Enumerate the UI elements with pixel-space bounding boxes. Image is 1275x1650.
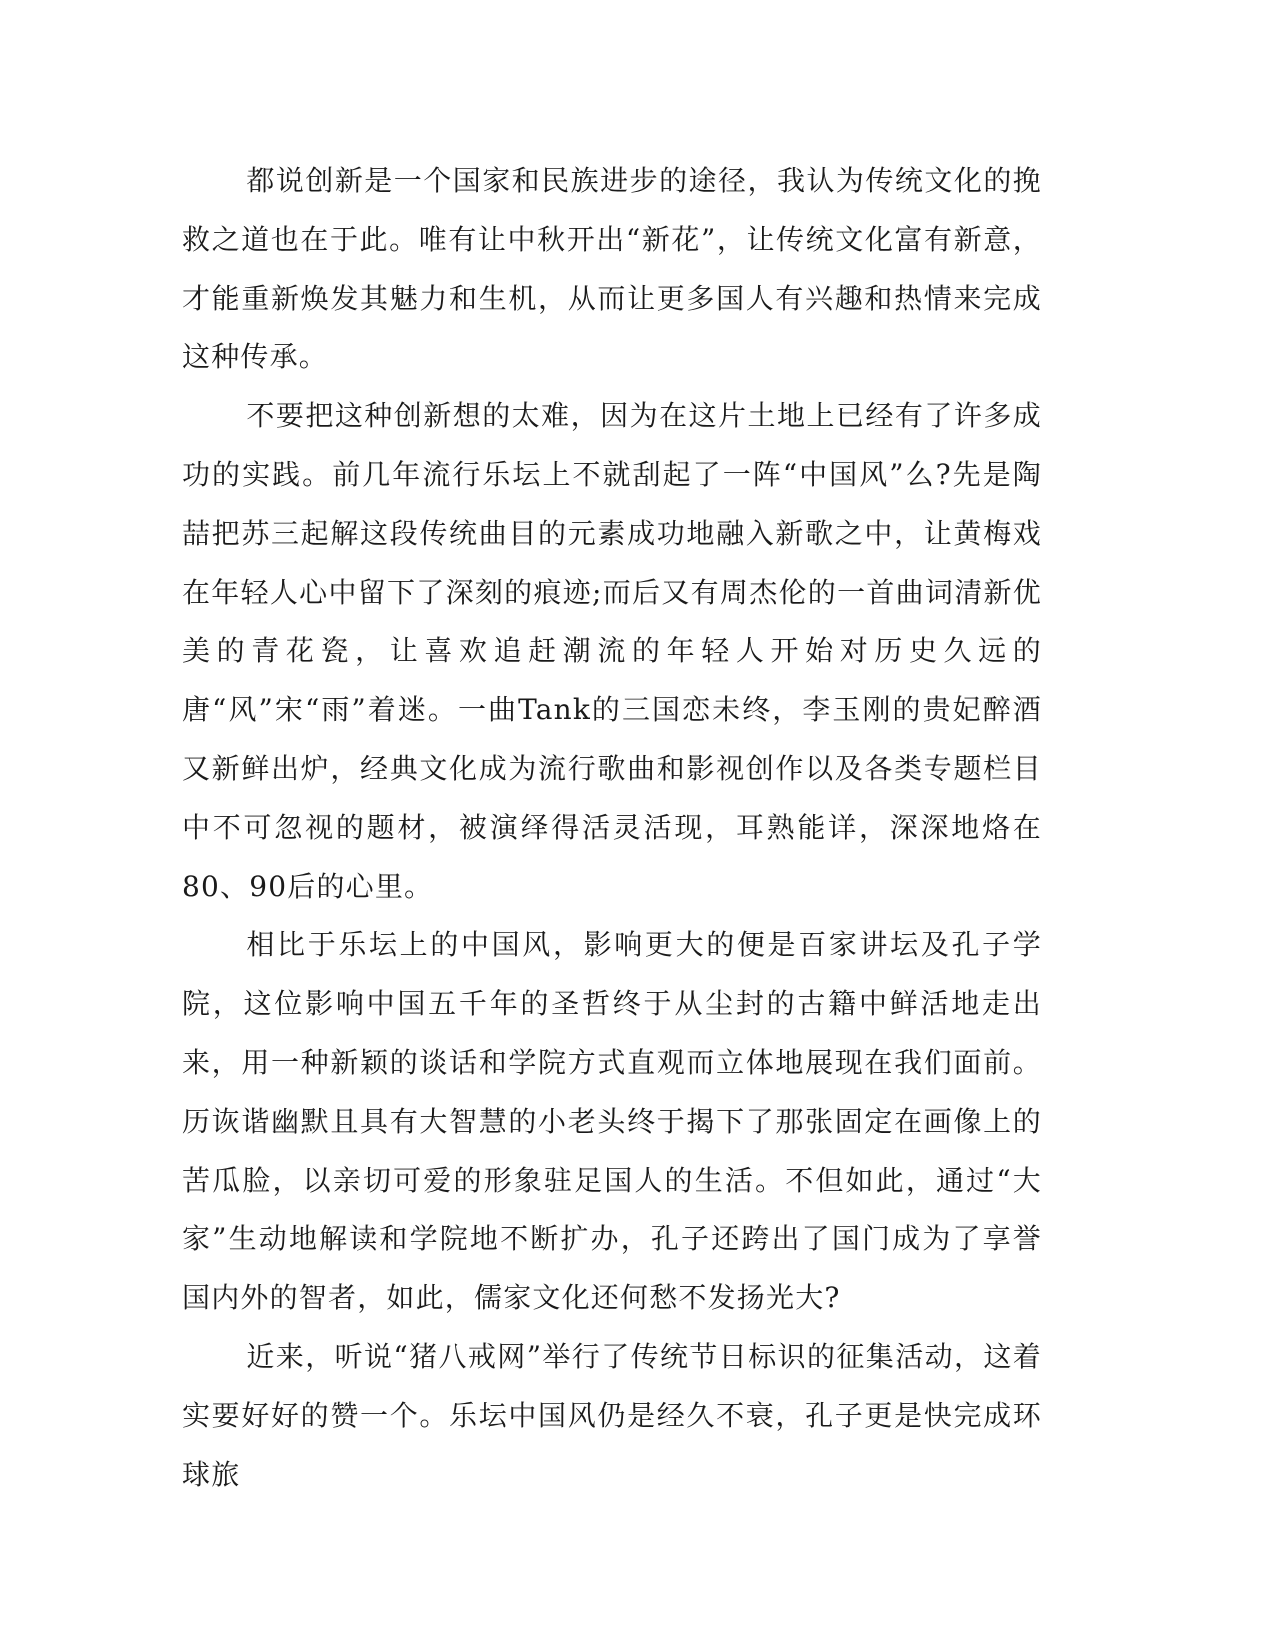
paragraph-3: 相比于乐坛上的中国风，影响更大的便是百家讲坛及孔子学院，这位影响中国五千年的圣哲终于从尘封的古籍中鲜活地走出来，用一种新颖的谈话和学院方式直观而立体地展现在我们面前。历诙谐幽默且具有大智慧的小老头终于揭下了那张固定在画像上的苦瓜脸，以亲切可爱的形象驻足国人的生活。不但如此，通过“大家”生动地解读和学院地不断扩办，孔子还跨出了国门成为了享誉国内外的智者，如此，儒家文化还何愁不发扬光大? xyxy=(182,928,1042,1315)
document-body xyxy=(182,152,1042,1504)
paragraph-4: 近来，听说“猪八戒网”举行了传统节日标识的征集活动，这着实要好好的赞一个。乐坛中国风仍是经久不衰，孔子更是快完成环球旅 xyxy=(182,1339,1042,1491)
paragraph-1: 都说创新是一个国家和民族进步的途径，我认为传统文化的挽救之道也在于此。唯有让中秋开出“新花”，让传统文化富有新意，才能重新焕发其魅力和生机，从而让更多国人有兴趣和热情来完成这种传承。 xyxy=(182,164,1042,374)
paragraph-2: 不要把这种创新想的太难，因为在这片土地上已经有了许多成功的实践。前几年流行乐坛上不就刮起了一阵“中国风”么?先是陶喆把苏三起解这段传统曲目的元素成功地融入新歌之中，让黄梅戏在年轻人心中留下了深刻的痕迹;而后又有周杰伦的一首曲词清新优美的青花瓷，让喜欢追赶潮流的年轻人开始对历史久远的唐“风”宋“雨”着迷。一曲Tank的三国恋未终，李玉刚的贵妃醉酒又新鲜出炉，经典文化成为流行歌曲和影视创作以及各类专题栏目中不可忽视的题材，被演绎得活灵活现，耳熟能详，深深地烙在80、90后的心里。 xyxy=(182,399,1042,903)
